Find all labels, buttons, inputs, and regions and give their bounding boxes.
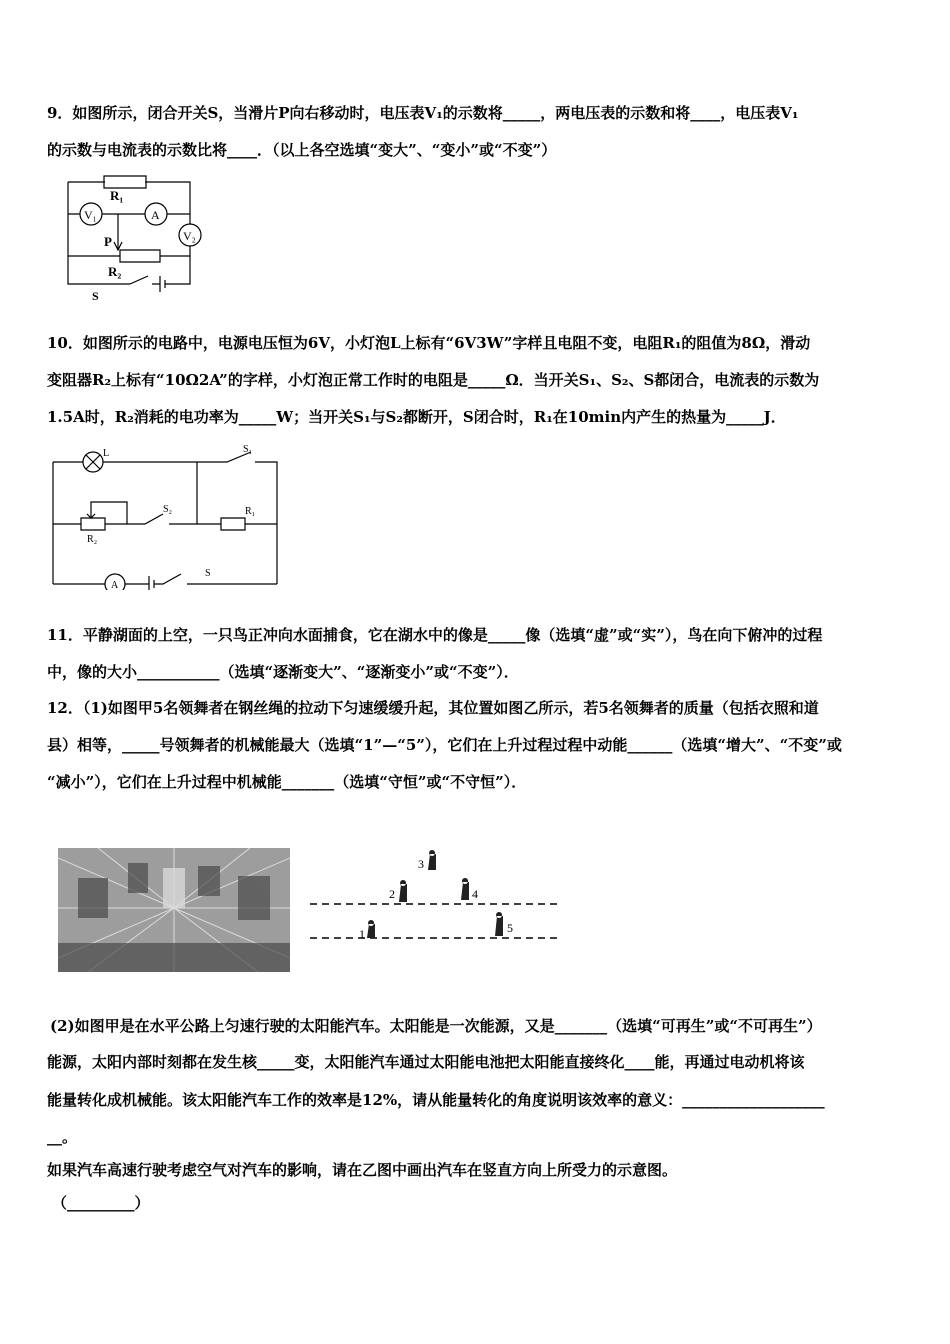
q9-r1-label: R₁: [110, 188, 124, 203]
q12-dancer-position-diagram: [305, 840, 567, 952]
q12-part2-line-2: 能源，太阳内部时刻都在发生核_____变，太阳能汽车通过太阳能电池把太阳能直接终化____能，再通过电动机将该: [47, 1053, 805, 1071]
q9-a-label: A: [151, 208, 160, 222]
dancer-figure: [399, 880, 407, 902]
q10-s1-label: S₁: [243, 444, 253, 455]
q10-s2-label: S₂: [163, 504, 173, 515]
q12-stage-photo: [58, 848, 290, 972]
q12-part2-line-3: 能量转化成机械能。该太阳能汽车工作的效率是12%，请从能量转化的角度说明该效率的意义：___________________: [47, 1091, 825, 1109]
q9-s-label: S: [92, 289, 99, 303]
q10-r1-label: R₁: [245, 506, 256, 517]
q10-r2-label: R₂: [87, 534, 98, 545]
dancer-figure: [495, 912, 503, 936]
dancer-label-1: 1: [359, 927, 365, 941]
dancer-figure: [428, 850, 436, 870]
q11-text-line-1: 11．平静湖面的上空，一只鸟正冲向水面捕食，它在湖水中的像是_____像（选填“虚”或“实”），鸟在向下俯冲的过程: [47, 626, 823, 644]
q12-part2-line-5: 如果汽车高速行驶考虑空气对汽车的影响，请在乙图中画出汽车在竖直方向上所受力的示意图。: [47, 1161, 678, 1179]
q12-part2-line-4: __。: [47, 1128, 78, 1146]
q12-part2-line-6: （_________）: [52, 1194, 150, 1212]
q10-circuit-diagram: [45, 444, 285, 590]
dancer-label-4: 4: [472, 887, 478, 901]
q9-r2-label: R₂: [108, 264, 122, 279]
q11-text-line-2: 中，像的大小___________（选填“逐渐变大”、“逐渐变小”或“不变”）．: [47, 663, 519, 681]
q10-text-line-2: 变阻器R₂上标有“10Ω2A”的字样，小灯泡正常工作时的电阻是_____Ω．当开关S₁、S₂、S都闭合，电流表的示数为: [47, 371, 820, 389]
q9-text-line-2: 的示数与电流表的示数比将____．（以上各空选填“变大”、“变小”或“不变”）: [47, 141, 557, 159]
q9-v2-label: V₂: [183, 229, 196, 243]
q10-s-label: S: [205, 568, 211, 579]
dancer-figure: [461, 878, 469, 900]
q12-text-line-1: 12．（1)如图甲5名领舞者在钢丝绳的拉动下匀速缓缓升起，其位置如图乙所示，若5名领舞者的质量（包括衣照和道: [47, 699, 819, 717]
q12-part2-line-1: (2)如图甲是在水平公路上匀速行驶的太阳能汽车。太阳能是一次能源，又是_______（选填“可再生”或“不可再生”）: [50, 1017, 822, 1035]
q10-text-line-3: 1.5A时，R₂消耗的电功率为_____W；当开关S₁与S₂都断开，S闭合时，R₁在10min内产生的热量为_____J．: [47, 408, 786, 426]
dancer-label-2: 2: [389, 887, 395, 901]
dancer-label-3: 3: [418, 857, 424, 871]
q9-v1-label: V₁: [84, 208, 97, 222]
q12-text-line-2: 县）相等，_____号领舞者的机械能最大（选填“1”—“5”），它们在上升过程过程中动能______（选填“增大”、“不变”或: [47, 736, 842, 754]
q12-text-line-3: “减小”），它们在上升过程中机械能_______（选填“守恒”或“不守恒”）．: [47, 773, 527, 791]
q9-text-line-1: 9．如图所示，闭合开关S，当滑片P向右移动时，电压表V₁的示数将_____，两电压表的示数和将____，电压表V₁: [47, 104, 799, 122]
dancer-label-5: 5: [507, 921, 513, 935]
q9-circuit-diagram: [60, 172, 210, 304]
dancer-figure: [367, 920, 375, 938]
q10-a-label: A: [111, 580, 119, 590]
q10-l-label: L: [103, 448, 110, 459]
q9-p-label: P: [104, 234, 112, 249]
q10-text-line-1: 10．如图所示的电路中，电源电压恒为6V，小灯泡L上标有“6V3W”字样且电阻不变，电阻R₁的阻值为8Ω，滑动: [47, 334, 811, 352]
